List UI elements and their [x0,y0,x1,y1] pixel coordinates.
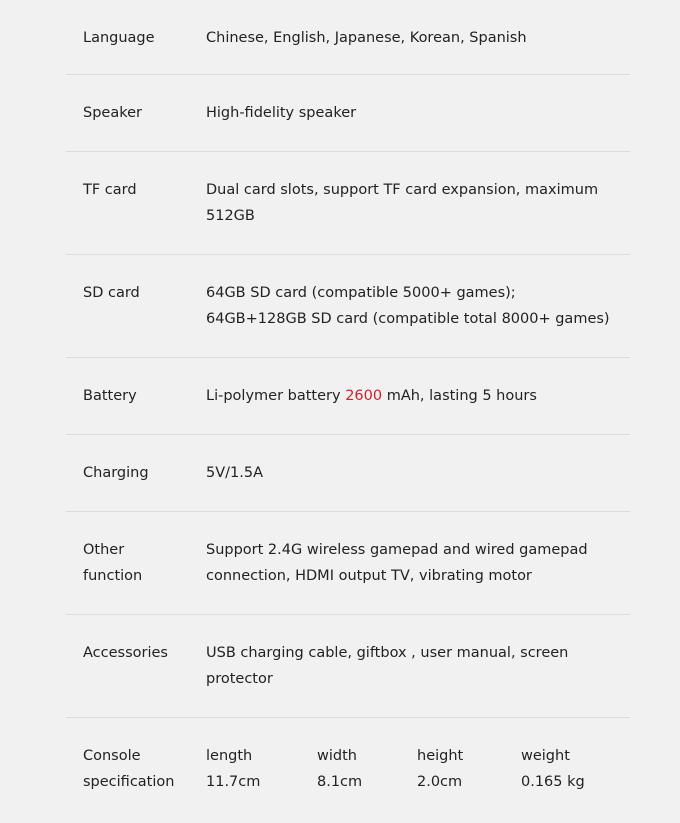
spec-value [206,177,630,254]
dimension-name: width [317,748,357,764]
spec-value-text: 64GB SD card (compatible 5000+ games); [206,285,516,301]
spec-row-language [66,0,630,75]
dimension-value: 8.1cm [317,774,363,790]
spec-value-text: 64GB+128GB SD card (compatible total 8000+ games) [206,311,610,327]
spec-label-text: Charging [83,465,149,481]
spec-label [66,25,206,74]
spec-value-text: USB charging cable, giftbox , user manual, screen [206,645,569,661]
spec-value [206,25,630,74]
spec-row-console-specification [66,718,630,823]
spec-table [66,0,630,823]
dimension-width [317,743,417,823]
spec-label [66,177,206,254]
spec-label [66,743,206,823]
spec-label [66,640,206,717]
spec-value [206,460,630,511]
spec-value [206,280,630,357]
spec-row-charging [66,435,630,512]
spec-label-text: Accessories [83,645,168,661]
spec-row-speaker [66,75,630,152]
dimension-name: weight [521,748,570,764]
dimensions-grid [206,743,630,823]
spec-value-text: High-fidelity speaker [206,105,357,121]
spec-value-text: Li-polymer battery [206,388,346,404]
spec-value [206,383,630,434]
dimension-height [417,743,521,823]
spec-value-line [206,383,624,409]
spec-row-other-function [66,512,630,615]
spec-value [206,640,630,717]
spec-row-battery [66,358,630,435]
spec-label-text: specification [83,774,175,790]
dimension-value: 2.0cm [417,774,463,790]
spec-value-text: 512GB [206,208,255,224]
spec-row-tf-card [66,152,630,255]
dimension-length [206,743,317,823]
spec-label-text: Battery [83,388,137,404]
spec-value [206,100,630,151]
spec-label [66,100,206,151]
spec-label-text: Speaker [83,105,142,121]
spec-label-text: SD card [83,285,140,301]
spec-label-text: TF card [83,182,137,198]
spec-value-text: Support 2.4G wireless gamepad and wired gamepad [206,542,588,558]
spec-row-accessories [66,615,630,718]
spec-value [206,537,630,614]
spec-value-text: connection, HDMI output TV, vibrating motor [206,568,532,584]
dimension-value: 11.7cm [206,774,261,790]
spec-value-text: 5V/1.5A [206,465,264,481]
dimension-name: length [206,748,253,764]
spec-value-text: mAh, lasting 5 hours [382,388,537,404]
spec-label [66,537,206,614]
spec-label-text: Other [83,542,125,558]
dimension-name: height [417,748,464,764]
spec-value-text: Chinese, English, Japanese, Korean, Spanish [206,30,527,46]
spec-label [66,280,206,357]
spec-label [66,460,206,511]
battery-capacity-value: 2600 [345,388,383,404]
spec-label-text: Language [83,30,155,46]
spec-row-sd-card [66,255,630,358]
spec-value-text: Dual card slots, support TF card expansion, maximum [206,182,599,198]
spec-label-text: function [83,568,143,584]
spec-value-text: protector [206,671,273,687]
dimension-weight [521,743,611,823]
spec-label-text: Console [83,748,141,764]
dimension-value: 0.165 kg [521,774,585,790]
spec-label [66,383,206,434]
